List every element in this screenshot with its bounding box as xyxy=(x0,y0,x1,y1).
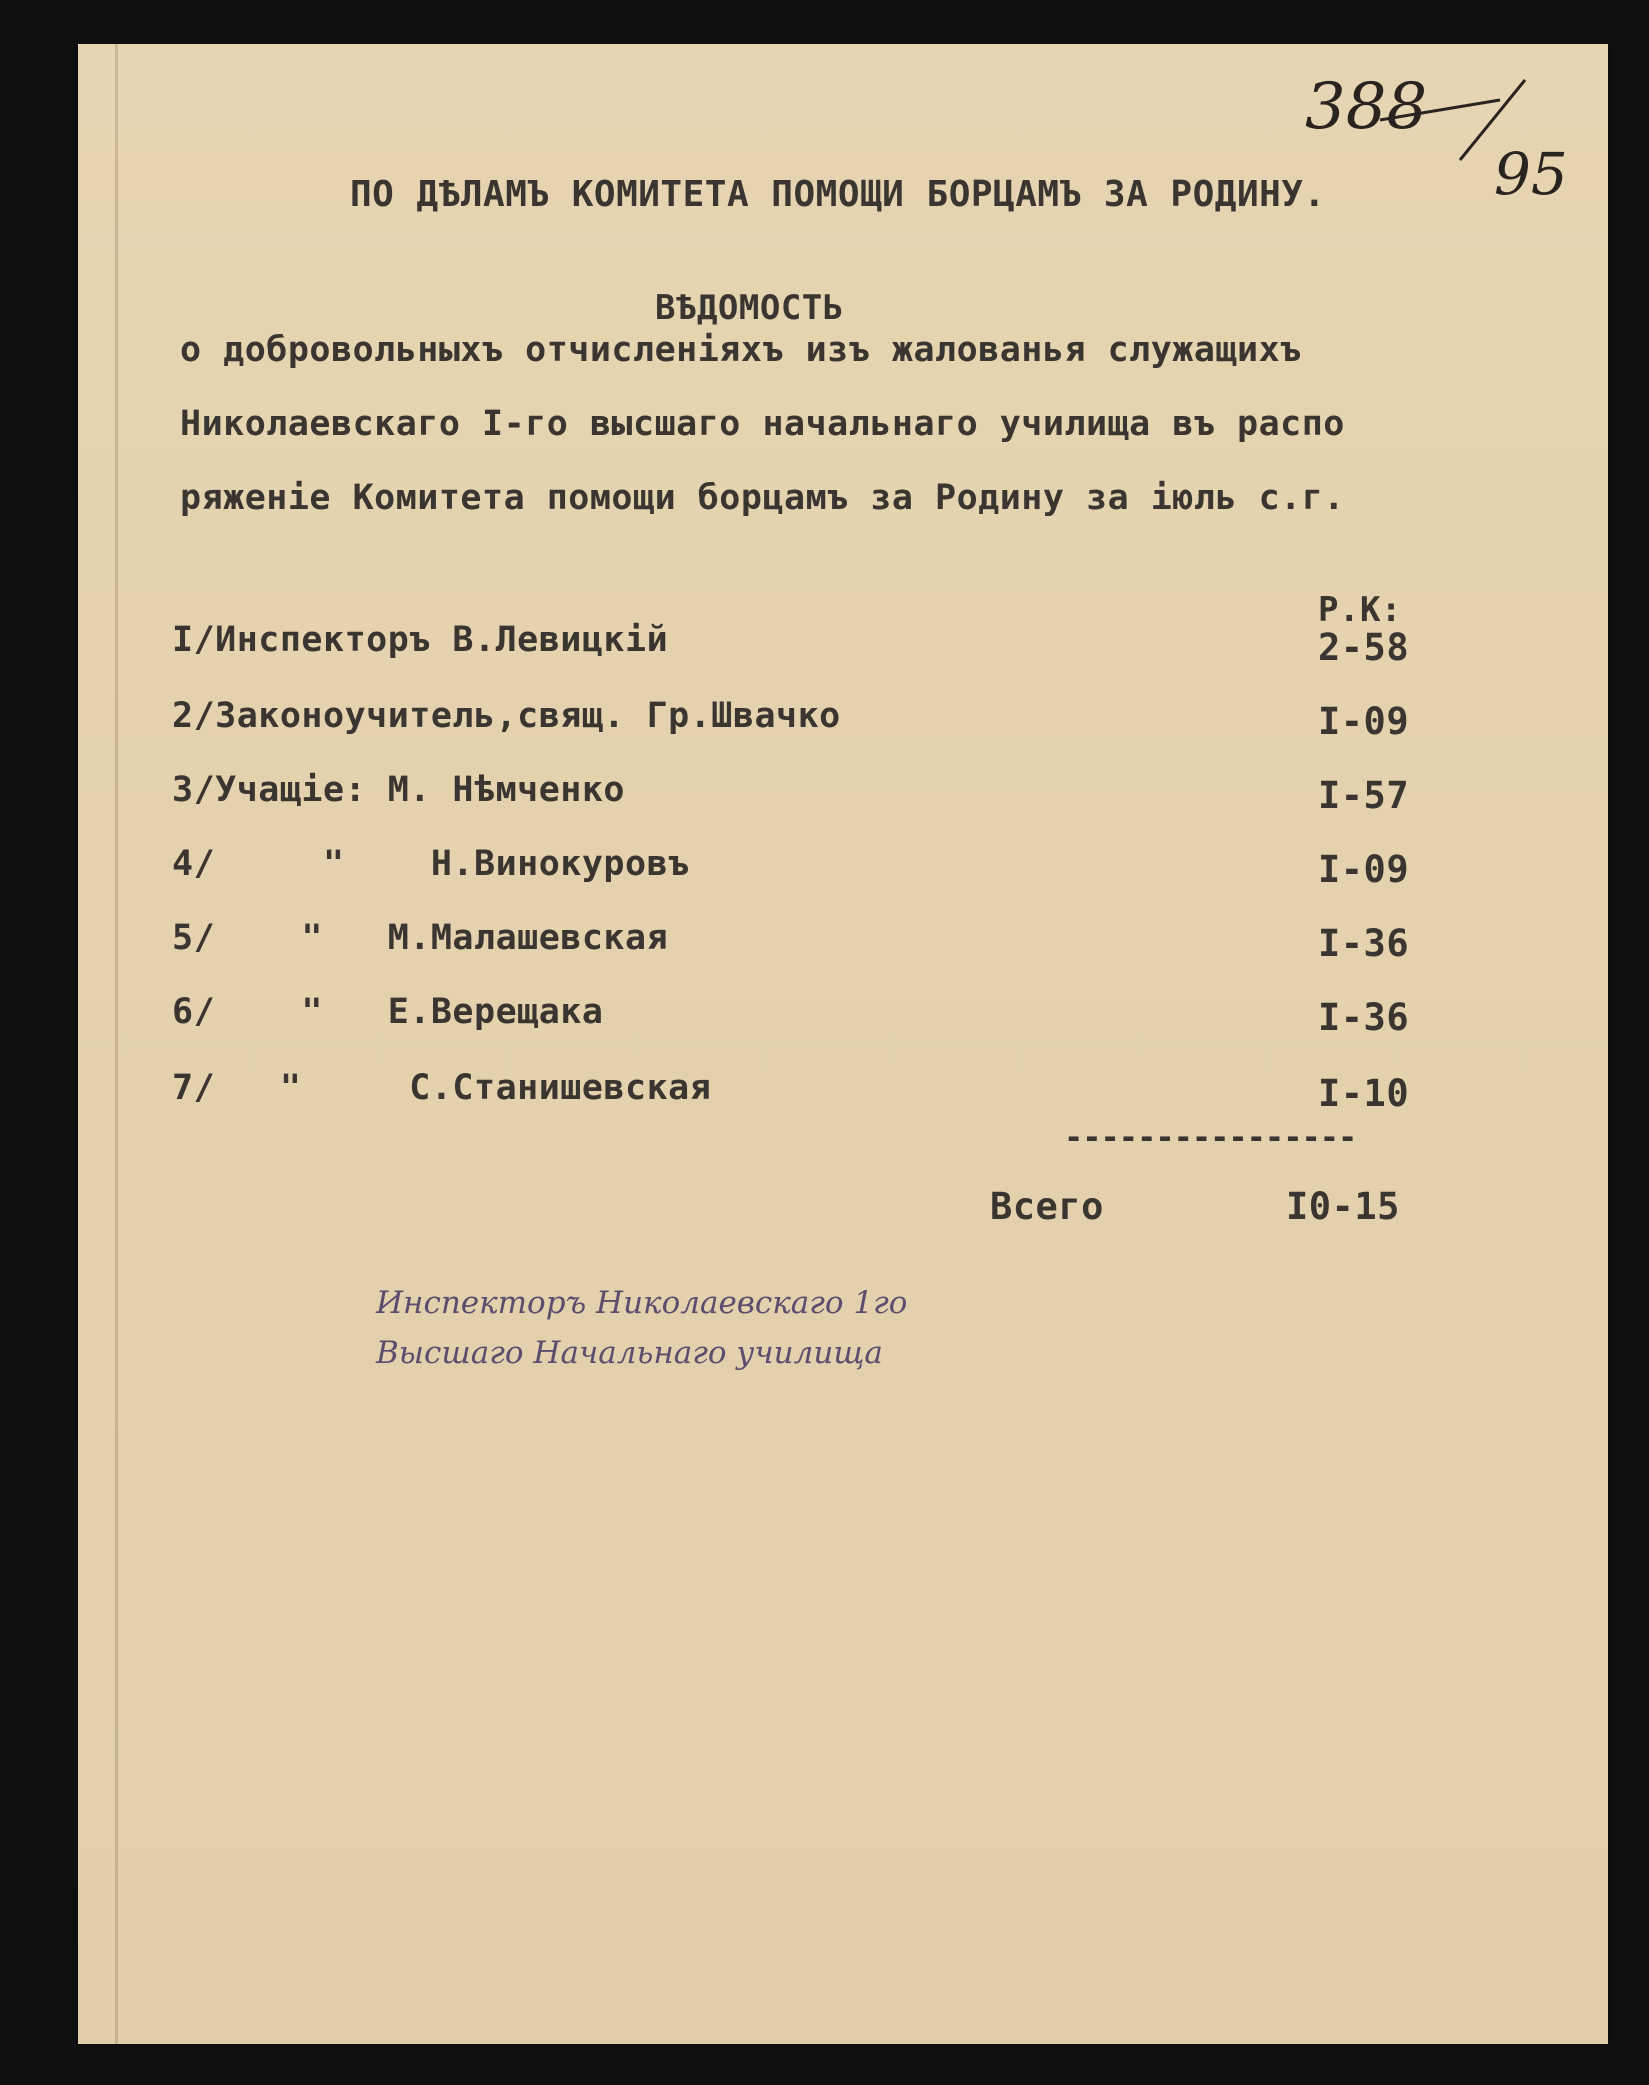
description-line-2: Николаевскаго I-го высшаго начальнаго училища въ распо xyxy=(180,404,1345,444)
row-name: 3/Учащіе: М. Нѣмченко xyxy=(172,770,626,810)
description-line-3: ряженіе Комитета помощи борцамъ за Родину за іюль с.г. xyxy=(180,478,1345,518)
document-title: ВѢДОМОСТЬ xyxy=(655,288,844,328)
row-amount: I-09 xyxy=(1318,848,1410,891)
row-amount: I-10 xyxy=(1318,1072,1410,1115)
total-value: I0-15 xyxy=(1286,1185,1400,1228)
units-header: Р.К: xyxy=(1318,590,1402,630)
row-name: 5/ " М.Малашевская xyxy=(172,918,669,958)
row-name: I/Инспекторъ В.Левицкій xyxy=(172,620,669,660)
page-fold xyxy=(115,44,118,2044)
row-amount: I-36 xyxy=(1318,922,1410,965)
row-name: 7/ " С.Станишевская xyxy=(172,1068,712,1108)
document-header: ПО ДѢЛАМЪ КОМИТЕТА ПОМОЩИ БОРЦАМЪ ЗА РОДИНУ. xyxy=(350,174,1326,215)
row-name: 2/Законоучитель,свящ. Гр.Швачко xyxy=(172,696,841,736)
total-label: Всего xyxy=(990,1185,1104,1228)
row-name: 6/ " Е.Верещака xyxy=(172,992,604,1032)
page-number-struck: 388 xyxy=(1305,70,1428,144)
row-amount: I-09 xyxy=(1318,700,1410,743)
page-number: 95 xyxy=(1494,140,1568,208)
row-name: 4/ " Н.Винокуровъ xyxy=(172,844,690,884)
stamp-line-1: Инспекторъ Николаевскаго 1го xyxy=(376,1285,908,1321)
row-amount: 2-58 xyxy=(1318,626,1410,669)
row-amount: I-36 xyxy=(1318,996,1410,1039)
stamp-line-2: Высшаго Начальнаго училища xyxy=(376,1335,883,1371)
description-line-1: о добровольныхъ отчисленіяхъ изъ жалованья служащихъ xyxy=(180,330,1302,370)
total-separator: ---------------- xyxy=(1064,1118,1357,1156)
row-amount: I-57 xyxy=(1318,774,1410,817)
